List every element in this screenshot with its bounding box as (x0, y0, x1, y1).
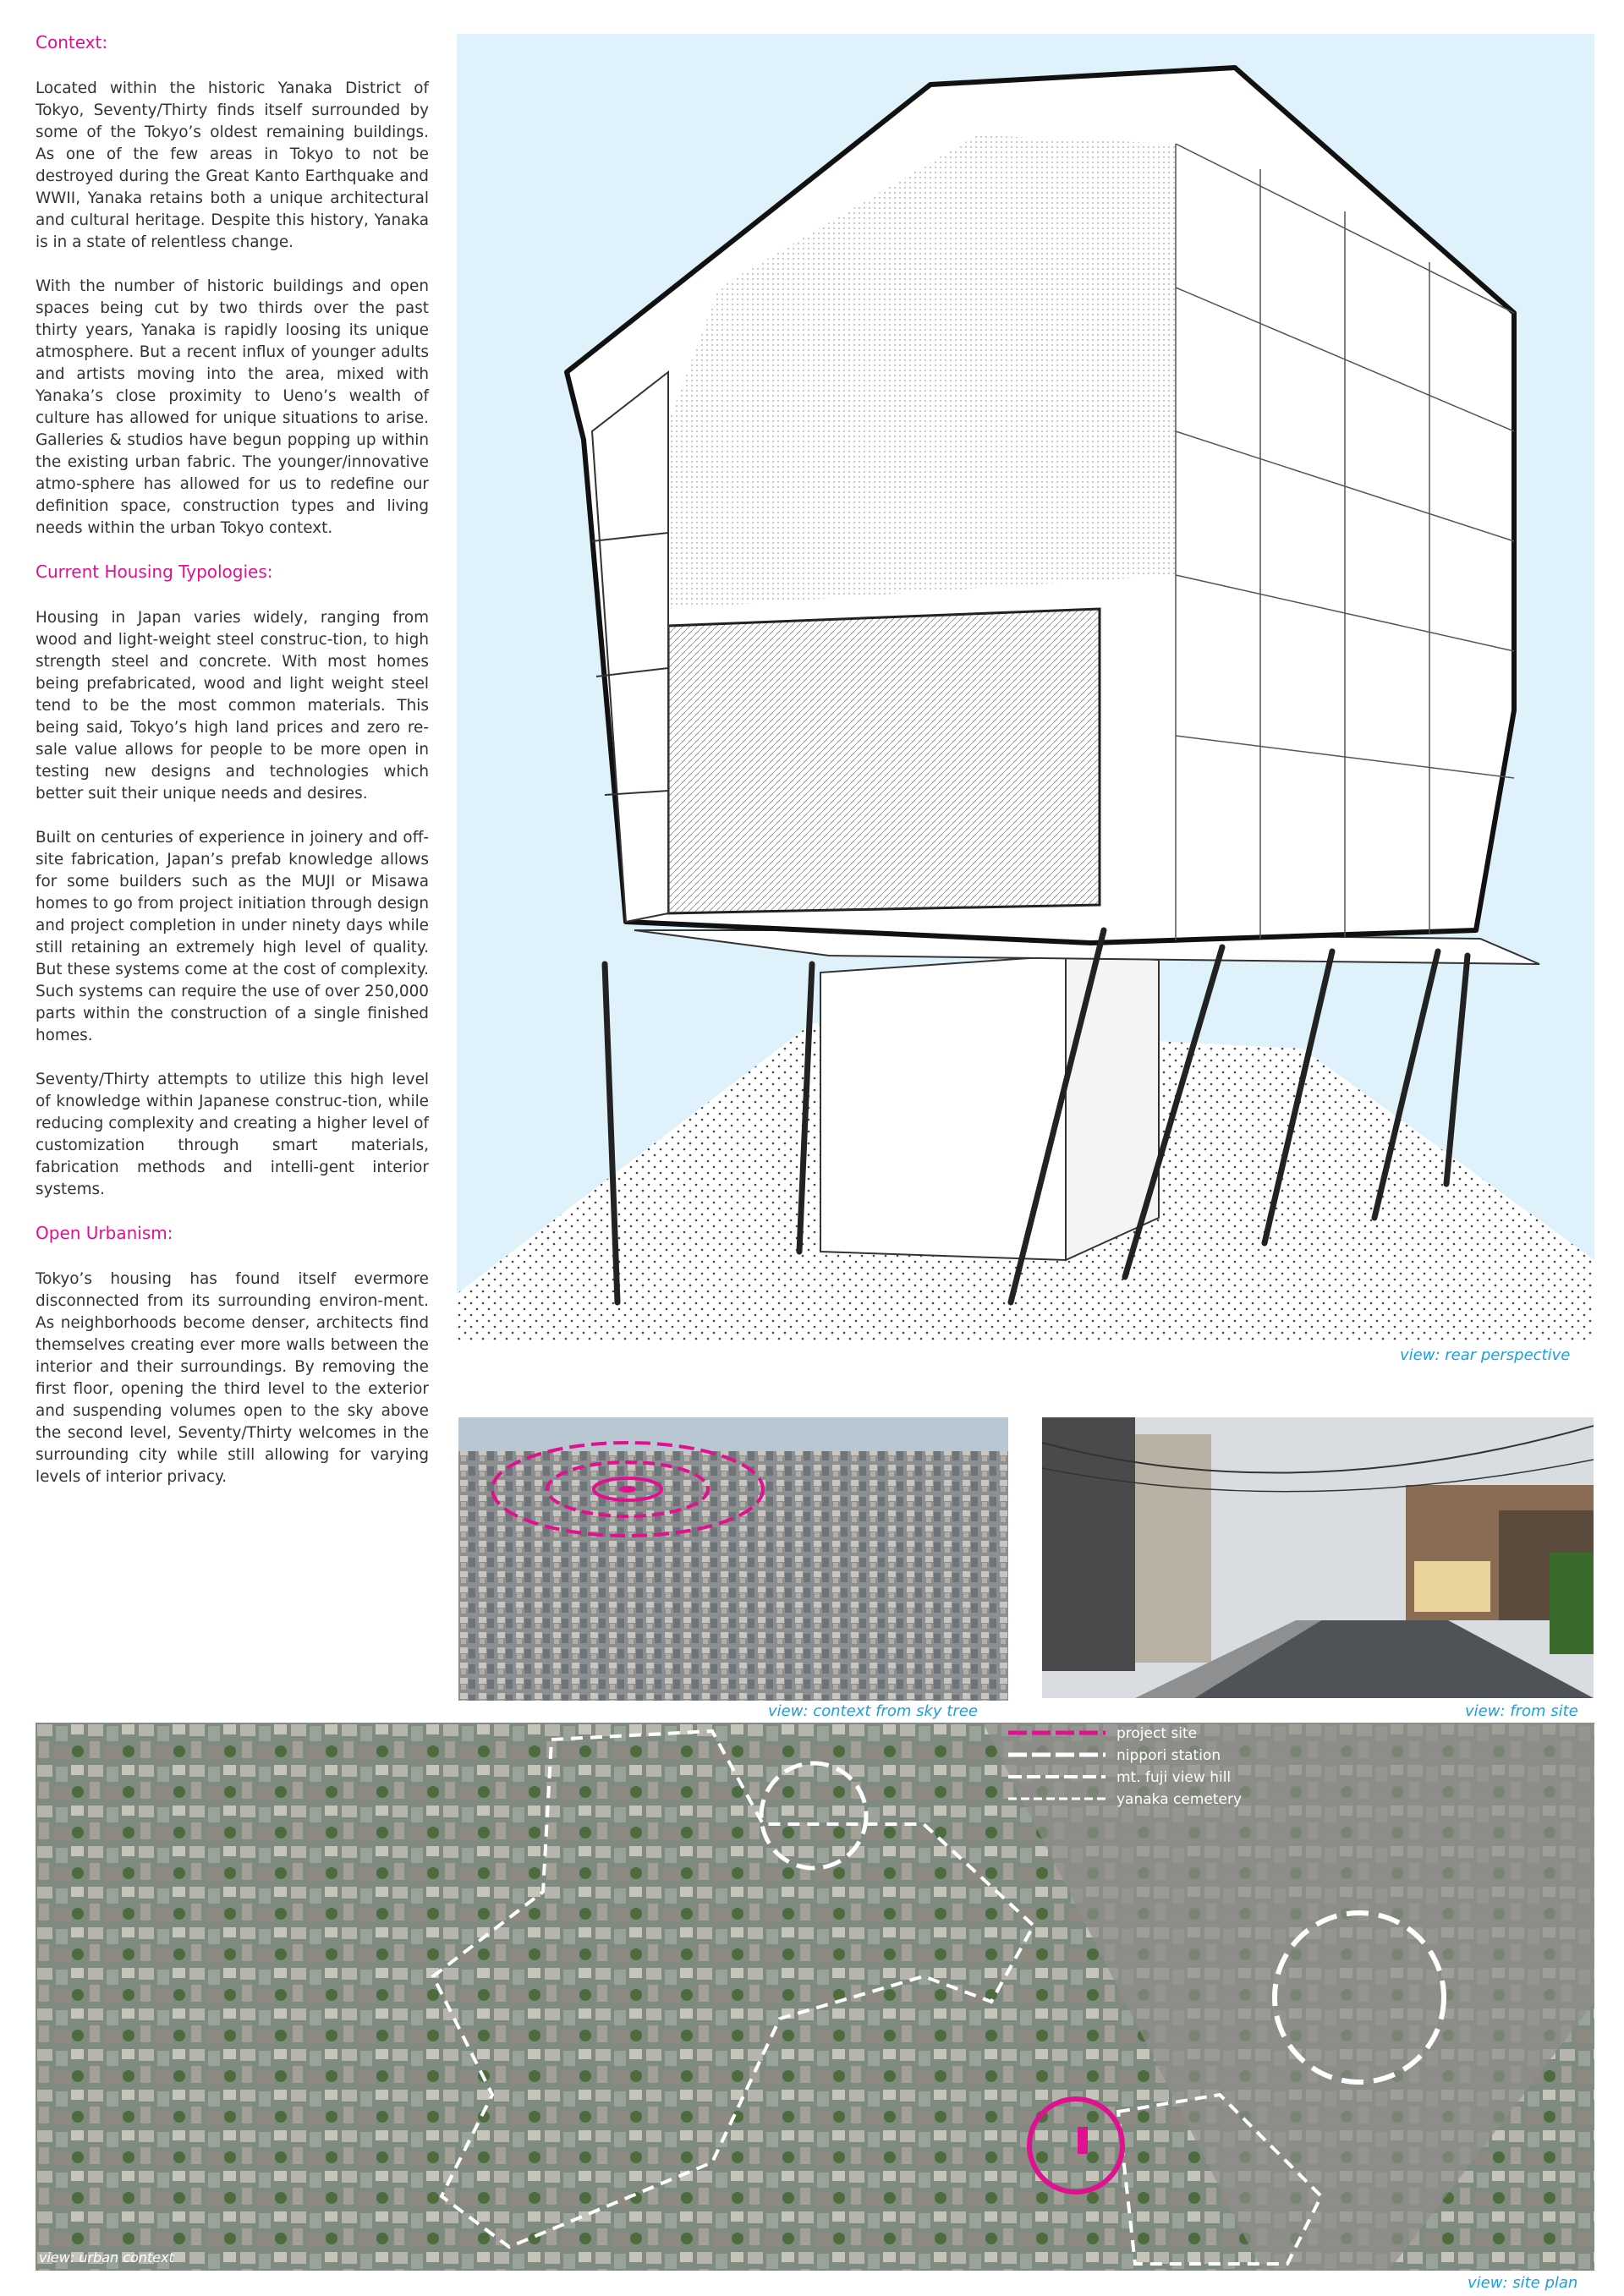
heading-context: Context: (36, 32, 108, 52)
ground-volume (820, 956, 1066, 1260)
building-drawing (457, 34, 1594, 1340)
sky-tree-photo (458, 1417, 1008, 1701)
text-column (36, 32, 429, 1510)
rear-perspective-panel (457, 34, 1594, 1340)
street-photo (1042, 1417, 1594, 1698)
caption-rear-perspective: view: rear perspective (1400, 1346, 1571, 1364)
section-urbanism (36, 1223, 429, 1488)
site-plan-panel (36, 1723, 1594, 2271)
legend-yanaka-cemetery: yanaka cemetery (1116, 1791, 1243, 1808)
sky-tree-image (458, 1417, 1008, 1701)
caption-site-plan: view: site plan (1468, 2274, 1578, 2292)
legend-nippori-station: nippori station (1116, 1747, 1221, 1764)
site-plan-image (36, 1723, 1594, 2271)
legend-mt-fuji-view-hill: mt. fuji view hill (1116, 1769, 1232, 1786)
caption-from-site: view: from site (1465, 1702, 1578, 1720)
paragraph: Tokyo’s housing has found itself evermore disconnected from its surrounding environ-ment. As neighborhoods become denser, architects find themselves creating ever more walls between the interior and their surroundings. By removing the first floor, opening the third level to the exterior and suspending volumes open to the sky above the second level, Seventy/Thirty welcomes in the surrounding city while still allowing for varying levels of interior privacy. (36, 1270, 429, 1486)
section-context (36, 32, 429, 540)
caption-urban-context: view: urban context (39, 2249, 174, 2266)
heading-housing: Current Housing Typologies: (36, 562, 273, 582)
street-image (1042, 1417, 1594, 1698)
paragraph: Housing in Japan varies widely, ranging from wood and light-weight steel construc-tion, to high strength steel and concrete. With most homes being prefabricated, wood and light weight steel tend to be the most common materials. This being said, Tokyo’s high land prices and zero re-sale value allows for people to be more open in testing new designs and technologies which better suit their unique needs and desires. (36, 609, 429, 803)
paragraph: Built on centuries of experience in joinery and off-site fabrication, Japan’s prefab knowledge allows for some builders such as the MUJI or Misawa homes to go from project initiation through design and project completion in under ninety days while still retaining an extremely high level of quality. But these systems come at the cost of complexity. Such systems can require the use of over 250,000 parts within the construction of a single finished homes. (36, 829, 429, 1044)
paragraph: With the number of historic buildings and open spaces being cut by two thirds over the past thirty years, Yanaka is rapidly loosing its unique atmosphere. But a recent influx of younger adults and artists moving into the area, mixed with Yanaka’s close proximity to Ueno’s wealth of culture has allowed for unique situations to arise. Galleries & studios have begun popping up within the existing urban fabric. The younger/innovative atmo-sphere has allowed for us to redefine our definition space, construction types and living needs within the urban Tokyo context. (36, 277, 429, 537)
paragraph: Located within the historic Yanaka District of Tokyo, Seventy/Thirty finds itself surrounded by some of the Tokyo’s oldest remaining buildings. As one of the few areas in Tokyo to not be destroyed during the Great Kanto Earthquake and WWII, Yanaka retains both a unique architectural and cultural heritage. Despite this history, Yanaka is in a state of relentless change. (36, 79, 429, 251)
heading-urbanism: Open Urbanism: (36, 1223, 173, 1243)
project-site-building (1078, 2127, 1088, 2154)
legend-project-site: project site (1116, 1725, 1198, 1742)
paragraph: Seventy/Thirty attempts to utilize this high level of knowledge within Japanese construc-tion, while reducing complexity and creating a higher level of customization through smart materials, fabrication methods and intelli-gent interior systems. (36, 1071, 429, 1198)
window-frame (668, 609, 1100, 913)
target-center (619, 1486, 636, 1493)
section-housing (36, 562, 429, 1201)
caption-sky-tree: view: context from sky tree (768, 1702, 978, 1720)
